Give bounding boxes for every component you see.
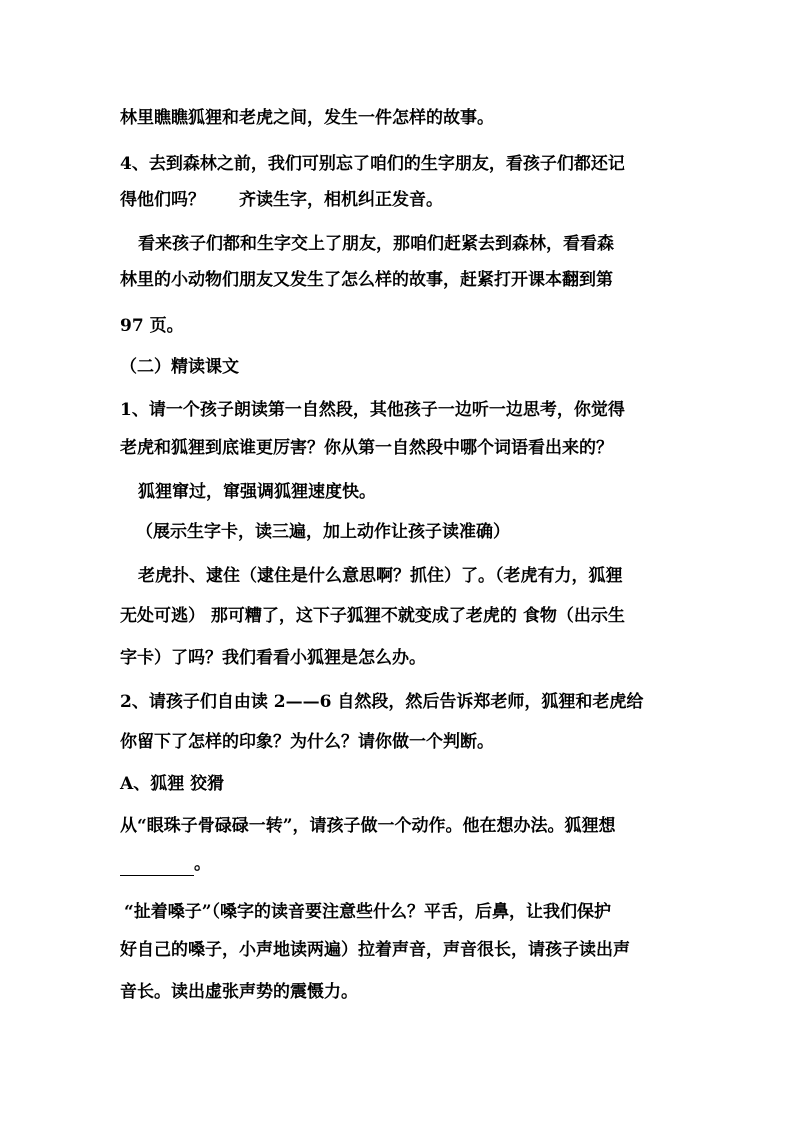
text-line-8: 1、请一个孩子朗读第一自然段，其他孩子一边听一边思考，你觉得 [120,400,625,420]
text-line-20: “扯着嗓子”（嗓字的读音要注意些什么？平舌，后鼻，让我们保护 [124,902,612,922]
text-line-10: 狐狸窜过，窜强调狐狸速度快。 [138,482,376,502]
text-line-21: 好自己的嗓子，小声地读两遍）拉着声音，声音很长，请孩子读出声 [120,940,630,960]
text-line-19 [120,852,211,876]
text-line-11: （展示生字卡，读三遍，加上动作让孩子读准确） [136,522,510,542]
text-line-3: 得他们吗？ 齐读生字，相机纠正发音。 [120,190,443,210]
text-line-16: 你留下了怎样的印象？为什么？请你做一个判断。 [120,732,494,752]
text-line-22: 音长。读出虚张声势的震慑力。 [120,982,358,1002]
text-line-13: 无处可逃） 那可糟了，这下子狐狸不就变成了老虎的 食物（出示生 [120,606,625,626]
blank-end-punctuation: 。 [194,854,211,874]
text-line-5: 林里的小动物们朋友又发生了怎么样的故事，赶紧打开课本翻到第 [120,270,613,290]
fill-in-blank [120,857,194,876]
text-line-12: 老虎扑、逮住（逮住是什么意思啊？抓住）了。（老虎有力，狐狸 [138,566,623,586]
text-line-4: 看来孩子们都和生字交上了朋友，那咱们赶紧去到森林，看看森 [138,234,614,254]
text-line-17: A、狐狸 狡猾 [120,774,225,794]
text-line-15: 2、请孩子们自由读 2——6 自然段，然后告诉郑老师，狐狸和老虎给 [120,692,644,712]
text-line-18: 从“眼珠子骨碌碌一转”，请孩子做一个动作。他在想办法。狐狸想 [120,816,616,836]
text-line-9: 老虎和狐狸到底谁更厉害？你从第一自然段中哪个词语看出来的？ [120,438,613,458]
text-line-6: 97 页。 [120,316,184,336]
text-line-1: 林里瞧瞧狐狸和老虎之间，发生一件怎样的故事。 [120,108,494,128]
text-line-14: 字卡）了吗？我们看看小狐狸是怎么办。 [120,648,426,668]
text-line-2: 4、去到森林之前，我们可别忘了咱们的生字朋友，看孩子们都还记 [120,154,625,174]
section-heading: （二）精读课文 [120,357,239,377]
